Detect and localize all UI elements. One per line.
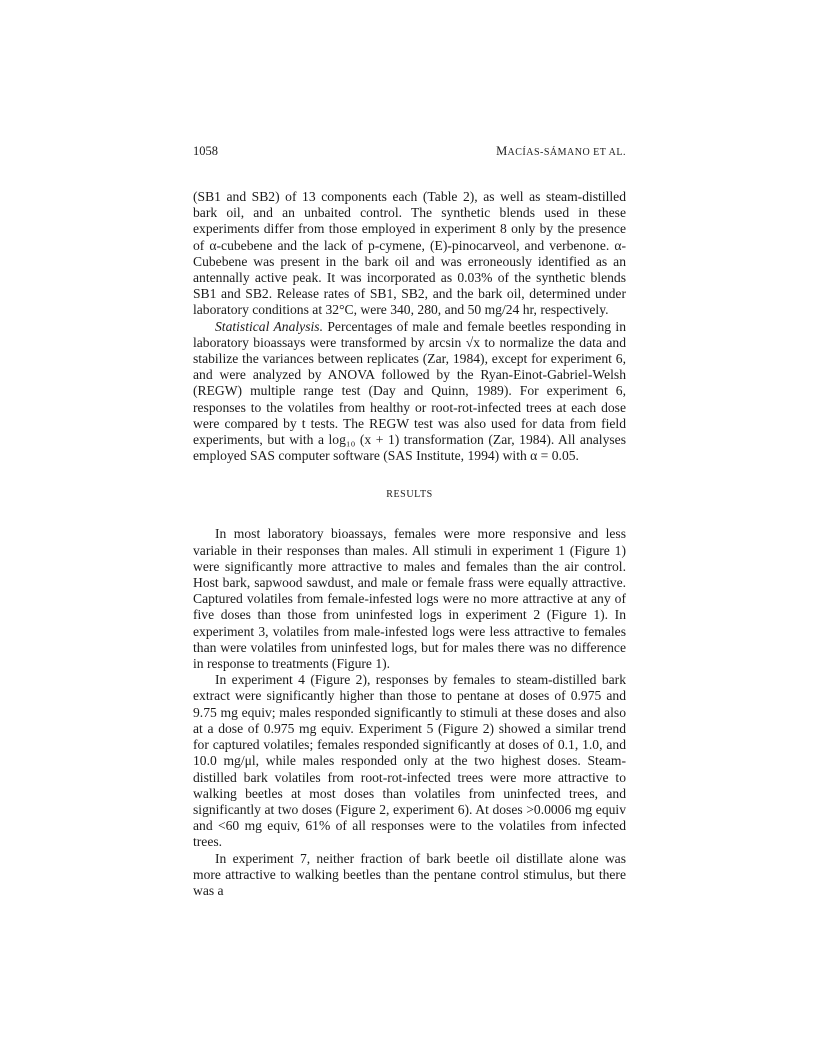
page-number: 1058 bbox=[193, 144, 218, 158]
running-head-initial: M bbox=[496, 144, 508, 158]
page-header bbox=[193, 144, 626, 160]
paragraph-methods-continued: (SB1 and SB2) of 13 components each (Table 2), as well as steam-distilled bark oil, and an unbaited control. The synthetic blends used in these experiments differ from those employed in experiment 8 only by the presence of α-cubebene and the lack of p-cymene, (E)-pinocarveol, and verbenone. α-Cubebene was present in the bark oil and was erroneously identified as an antennally active peak. It was incorporated as 0.03% of the synthetic blends SB1 and SB2. Release rates of SB1, SB2, and the bark oil, determined under laboratory conditions at 32°C, were 340, 280, and 50 mg/24 hr, respectively. bbox=[193, 189, 626, 318]
paragraph-results-3: In experiment 7, neither fraction of bark beetle oil distillate alone was more attractive to walking beetles than the pentane control stimulus, but there was a bbox=[193, 850, 626, 898]
body-text bbox=[193, 189, 626, 899]
paragraph-results-2: In experiment 4 (Figure 2), responses by females to steam-distilled bark extract were significantly higher than those to pentane at doses of 0.975 and 9.75 mg equiv; males responded significantly to stimuli at these doses and also at a dose of 0.975 mg equiv. Experiment 5 (Figure 2) showed a similar trend for captured volatiles; females responded significantly at doses of 0.1, 1.0, and 10.0 mg/μl, while males responded only at the two highest doses. Steam-distilled bark volatiles from root-rot-infected trees were more attractive to walking beetles at most doses than volatiles from uninfected trees, and significantly at two doses (Figure 2, experiment 6). At doses >0.0006 mg equiv and <60 mg equiv, 61% of all responses were to the volatiles from infected trees. bbox=[193, 672, 626, 850]
statistical-analysis-heading: Statistical Analysis. bbox=[215, 318, 323, 334]
statistical-analysis-text: Percentages of male and female beetles responding in laboratory bioassays were transformed by arcsin √x to normalize the data and stabilize the variances between replicates (Zar, 1984), except for experiment 6, and were analyzed by ANOVA followed by the Ryan-Einot-Gabriel-Welsh (REGW) multiple range test (Day and Quinn, 1989). For experiment 6, responses to the volatiles from healthy or root-rot-infected trees at each dose were compared by t tests. The REGW test was also used for data from field experiments, but with a log₁₀ (x + 1) transformation (Zar, 1984). All analyses employed SAS computer software (SAS Institute, 1994) with α = 0.05. bbox=[193, 318, 626, 464]
running-head-smallcaps: ACÍAS-SÁMANO ET AL. bbox=[507, 147, 626, 158]
paragraph-statistical-analysis bbox=[193, 319, 626, 465]
paragraph-results-1: In most laboratory bioassays, females were more responsive and less variable in their responses than males. All stimuli in experiment 1 (Figure 1) were significantly more attractive to males and females than the air control. Host bark, sapwood sawdust, and male or female frass were equally attractive. Captured volatiles from female-infested logs were no more attractive at any of five doses than those from uninfested logs in experiment 2 (Figure 1). In experiment 3, volatiles from male-infested logs were less attractive to females than were volatiles from uninfested logs, but for males there was no difference in response to treatments (Figure 1). bbox=[193, 526, 626, 672]
results-heading: RESULTS bbox=[386, 489, 433, 501]
running-head bbox=[496, 144, 626, 160]
